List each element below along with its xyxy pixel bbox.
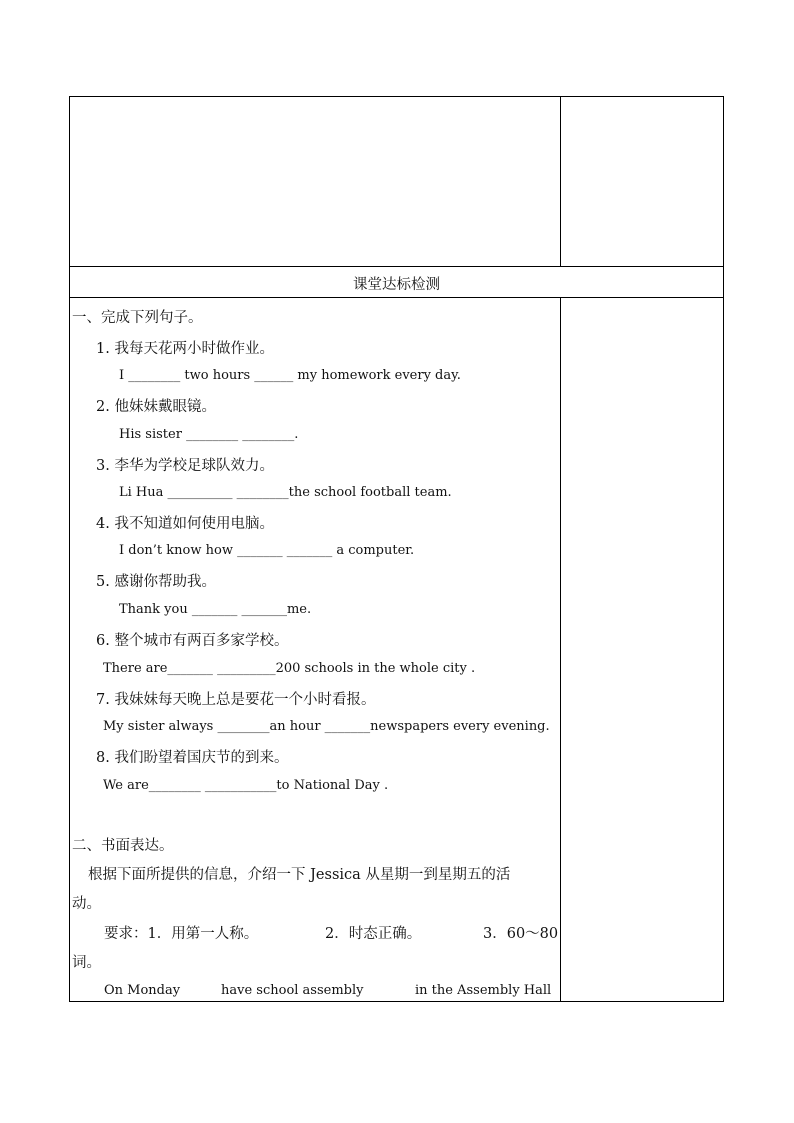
- item-1-english: I ________ two hours ______ my homework every day.: [119, 368, 461, 383]
- worksheet-table: [69, 96, 724, 1002]
- item-2-chinese: 2. 他妹妹戴眼镜。: [96, 399, 216, 415]
- section-title: 课堂达标检测: [353, 277, 440, 293]
- table-border-top: [69, 96, 724, 97]
- item-4-chinese: 4. 我不知道如何使用电脑。: [96, 516, 274, 532]
- table-border-bottom: [69, 1001, 724, 1002]
- item-6-english: There are_______ _________200 schools in the whole city .: [103, 661, 476, 676]
- requirement-3: 3．60～80: [483, 926, 559, 942]
- item-1-chinese: 1. 我每天花两小时做作业。: [96, 341, 274, 357]
- schedule-day: On Monday: [104, 983, 181, 998]
- table-border-left: [69, 96, 70, 1002]
- column-divider-top: [560, 96, 561, 267]
- schedule-activity: have school assembly: [221, 983, 364, 998]
- requirement-1: 要求：1．用第一人称。: [104, 926, 259, 942]
- item-5-english: Thank you _______ _______me.: [119, 602, 312, 617]
- item-8-english: We are________ ___________to National Day .: [103, 778, 389, 793]
- part2-heading: 二、书面表达。: [72, 838, 174, 854]
- item-6-chinese: 6. 整个城市有两百多家学校。: [96, 633, 289, 649]
- item-7-chinese: 7. 我妹妹每天晚上总是要花一个小时看报。: [96, 692, 376, 708]
- schedule-place: in the Assembly Hall: [415, 983, 552, 998]
- item-4-english: I don’t know how _______ _______ a computer.: [119, 543, 415, 558]
- row-divider-2: [69, 297, 724, 298]
- table-border-right: [723, 96, 724, 1002]
- requirement-2: 2．时态正确。: [325, 926, 422, 942]
- item-3-english: Li Hua __________ ________the school football team.: [119, 485, 452, 500]
- item-2-english: His sister ________ ________.: [119, 427, 299, 442]
- item-8-chinese: 8. 我们盼望着国庆节的到来。: [96, 750, 289, 766]
- requirement-continued: 词。: [72, 955, 101, 971]
- part2-intro-line2: 动。: [72, 896, 101, 912]
- item-7-english: My sister always ________an hour _______newspapers every evening.: [103, 719, 550, 734]
- part1-heading: 一、完成下列句子。: [72, 310, 203, 326]
- item-3-chinese: 3. 李华为学校足球队效力。: [96, 458, 274, 474]
- item-5-chinese: 5. 感谢你帮助我。: [96, 574, 216, 590]
- column-divider-bottom: [560, 297, 561, 1002]
- row-divider-1: [69, 266, 724, 267]
- part2-intro-line1: 根据下面所提供的信息，介绍一下 Jessica 从星期一到星期五的活: [88, 867, 511, 883]
